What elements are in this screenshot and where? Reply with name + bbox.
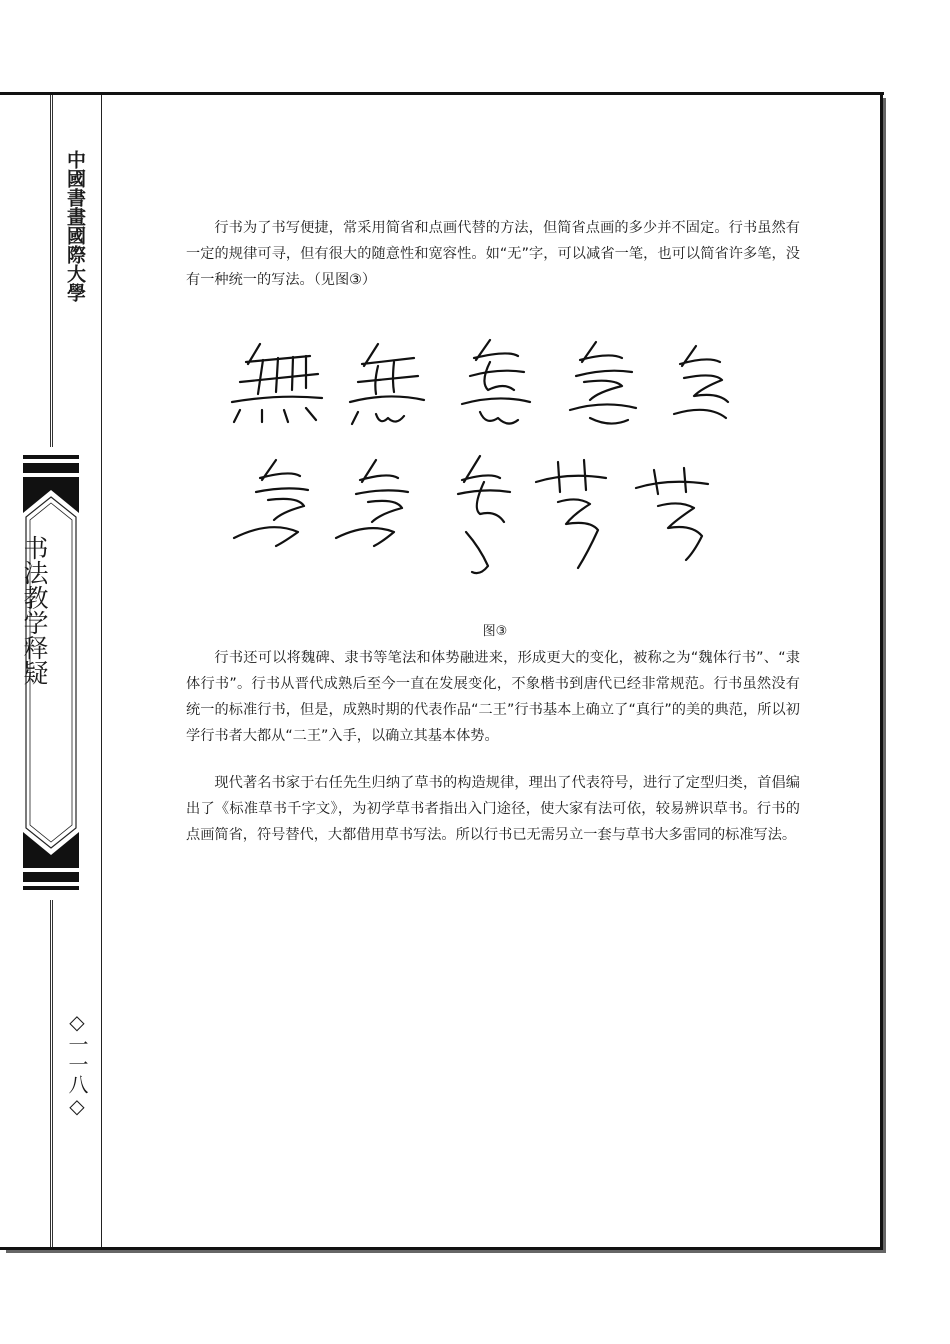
cartouche-bar — [23, 886, 79, 890]
book-title: 书法教学释疑 — [20, 535, 49, 685]
body-paragraph: 现代著名书家于右任先生归纳了草书的构造规律，理出了代表符号，进行了定型归类，首倡编出了《标准草书千字文》，为初学草书者指出入门途径，使大家有法可依，较易辨识草书。行书的点画简省，符号替代，大都借用草书写法。所以行书已无需另立一套与草书大多雷同的标准写法。 — [186, 775, 800, 843]
spine-rule — [52, 95, 53, 447]
calligraphy-variant-3 — [462, 340, 530, 424]
frame-inner-rule — [101, 95, 102, 1247]
calligraphy-variant-4 — [570, 342, 636, 424]
page-number: ◇一一八◇ — [65, 1010, 89, 1118]
cartouche-bar — [23, 872, 79, 882]
calligraphy-variant-7 — [336, 460, 408, 546]
running-header-college: 中國書畫國際大學 — [64, 150, 86, 302]
figure-caption: 图③ — [482, 624, 508, 639]
body-paragraph: 行书还可以将魏碑、隶书等笔法和体势融进来，形成更大的变化，被称之为“魏体行书”、“隶体行书”。行书从晋代成熟后至今一直在发展变化，不象楷书到唐代已经非常规范。行书虽然没有统一的标准行书，但是，成熟时期的代表作品“二王”行书基本上确立了“真行”的美的典范，所以初学行书者大都从“二王”入手，以确立其基本体势。 — [186, 650, 800, 744]
frame-shadow-right — [883, 98, 886, 1253]
calligraphy-variant-5 — [674, 346, 728, 418]
frame-shadow-bottom — [6, 1250, 886, 1253]
calligraphy-variant-2 — [350, 344, 424, 424]
calligraphy-variant-10 — [636, 468, 708, 560]
frame-top-rule — [0, 92, 884, 95]
calligraphy-variant-1 — [232, 344, 322, 422]
calligraphy-figure-icon — [218, 332, 738, 594]
body-paragraph: 行书为了书写便捷，常采用简省和点画代替的方法，但简省点画的多少并不固定。行书虽然有一定的规律可寻，但有很大的随意性和宽容性。如“无”字，可以减省一笔，也可以简省许多笔，没有一种统一的写法。（见图③） — [186, 220, 800, 288]
calligraphy-variant-8 — [458, 456, 510, 573]
spine-rule — [50, 900, 51, 1247]
calligraphy-variant-6 — [234, 460, 308, 546]
spine-rule — [52, 900, 53, 1247]
calligraphy-variant-9 — [536, 460, 606, 568]
spine-rule — [50, 95, 51, 447]
